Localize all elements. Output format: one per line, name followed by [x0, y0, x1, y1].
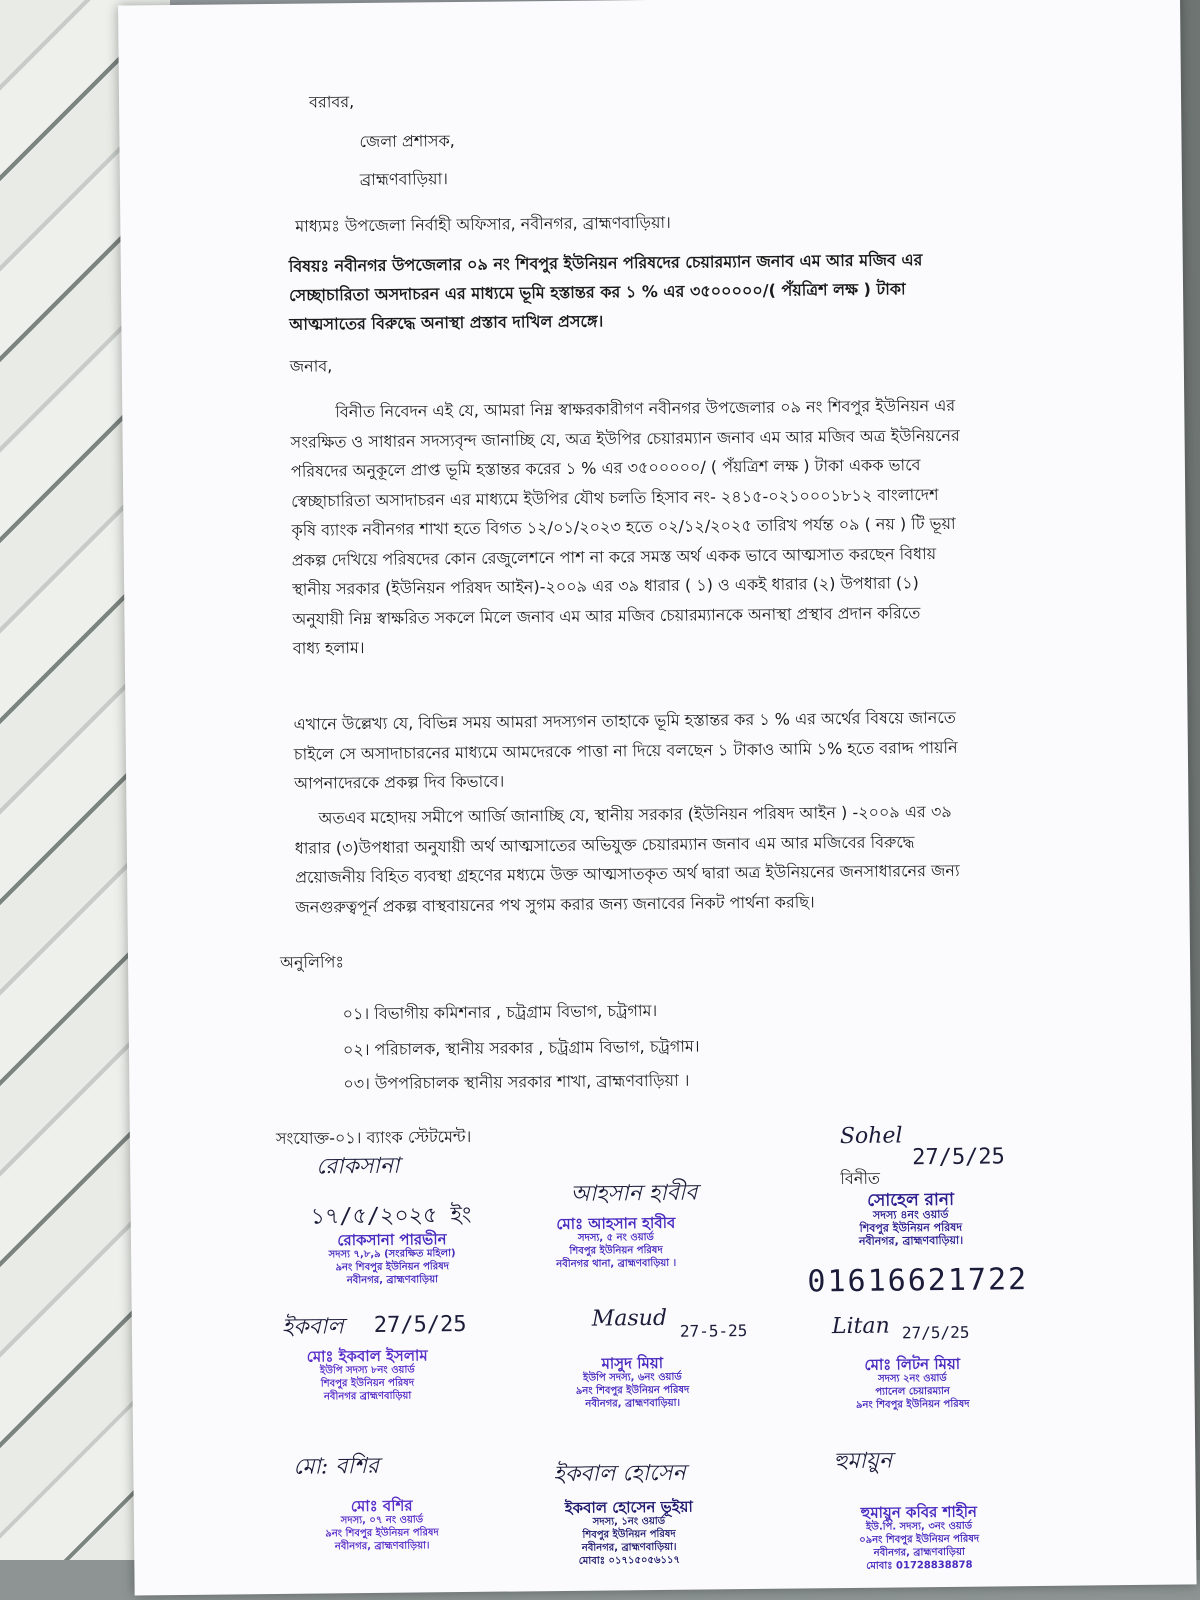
cc-item: ০২। পরিচালক, স্থানীয় সরকার , চট্রগ্রাম বিভাগ, চট্রগাম।: [342, 1036, 700, 1060]
paragraph-line: স্থানীয় সরকার (ইউনিয়ন পরিষদ আইন)-২০০৯ এর ৩৯ ধারার ( ১) ও একই ধারার (২) উপধারা (১): [292, 573, 919, 599]
recipient-place: ব্রাহ্মণবাড়িয়া।: [359, 169, 449, 190]
signature-ekbal: ইকবাল: [281, 1314, 344, 1340]
paragraph-line: আপনাদেরকে প্রকল্প দিব কিভাবে।: [294, 771, 505, 793]
paragraph-line: জনগুরুত্বপূর্ন প্রকল্প বাস্থবায়নের পথ সুগম করার জন্য জনাবের নিকট পার্থনা করছি।: [295, 891, 815, 917]
paragraph-line: অতএব মহোদয় সমীপে আর্জি জানাচ্ছি যে, স্থানীয় সরকার (ইউনিয়ন পরিষদ আইন ) -২০০৯ এর ৩৯: [318, 801, 952, 828]
paragraph-line: সংরক্ষিত ও সাধারন সদস্যবৃন্দ জানাচ্ছি যে, অত্র ইউপির চেয়ারম্যান জনাব এম আর মজিব অত্র ইউনিয়নের: [290, 425, 960, 452]
signature-masud: Masud: [591, 1305, 668, 1332]
paragraph-1: [290, 391, 962, 663]
signature-date: 27/5/25: [373, 1311, 467, 1338]
paragraph-line: কৃষি ব্যাংক নবীনগর শাখা হতে বিগত ১২/০১/২০২৩ হতে ০২/১২/২০২৫ তারিখ পর্যন্ত ০৯ ( নয় ) টি ভূয়া: [291, 513, 956, 540]
via-line: মাধ্যমঃ উপজেলা নির্বাহী অফিসার, নবীনগর, ব্রাহ্মণবাড়িয়া।: [295, 212, 671, 236]
stamp-ekbal-hossain: ইকবাল হোসেন ভূইয়া সদস্য, ১নং ওয়ার্ড শিবপুর ইউনিয়ন পরিষদ নবীনগর, ব্রাহ্মণবাড়িয়া। মোবাঃ ০১৭১৫০৫৬১১৭: [564, 1497, 693, 1567]
paragraph-line: প্রকল্প দেখিয়ে পরিষদের কোন রেজুলেশনে পাশ না করে সমস্ত অর্থ একক ভাবে আত্মসাত করছেন বিধায়: [291, 543, 937, 570]
signature-date: 27-5-25: [679, 1321, 748, 1341]
stamp-ahsan: মোঃ আহসান হাবীব সদস্য, ৫ নং ওয়ার্ড শিবপুর ইউনিয়ন পরিষদ নবীনগর থানা, ব্রাহ্মণবাড়িয়া ।: [556, 1213, 677, 1271]
paragraph-line: ধারার (৩)উপধারা অনুযায়ী অর্থ আত্মসাতের অভিযুক্ত চেয়ারম্যান জনাব এম আর মজিবের বিরুদ্ধে: [294, 831, 915, 858]
salutation-to: বরাবর,: [308, 92, 355, 112]
paragraph-line: চাইলে সে অসাদাচারনের মাধ্যমে আমদেরকে পাত্তা না দিয়ে বলছেন ১ টাকাও আমি ১% হতে বরাদ্দ পায়নি: [293, 737, 958, 764]
signature-date: ১৭/৫/২০২৫ ইং: [310, 1202, 472, 1230]
paragraph-line: অনুযায়ী নিম্ন স্বাক্ষরিত সকলে মিলে জনাব এম আর মজিব চেয়ারম্যানকে অনাস্থা প্রস্থাব প্রদান করিতে: [292, 602, 921, 629]
signature-humayun: হুমায়ুন: [833, 1448, 893, 1475]
cc-heading: অনুলিপিঃ: [279, 952, 345, 972]
signature-ahsan: আহসান হাবীব: [570, 1180, 698, 1207]
subject: [289, 245, 924, 339]
paragraph-line: এখানে উল্লেখ্য যে, বিভিন্ন সময় আমরা সদস্যগন তাহাকে ভূমি হস্তান্তর কর ১ % এর অর্থের বিষয়ে জানতে: [293, 707, 956, 734]
letter-paper: [118, 0, 1197, 1595]
greeting: জনাব,: [289, 356, 333, 376]
paragraph-2: [293, 703, 958, 798]
subject-line: সেচ্ছাচারিতা অসদাচরন এর মাধ্যমে ভূমি হস্তান্তর কর ১ % এর ৩৫০০০০০/( পঁয়ত্রিশ লক্ষ ) টাকা: [288, 279, 906, 305]
signature-litan: Litan: [831, 1313, 890, 1340]
stamp-masud: মাসুদ মিয়া ইউপি সদস্য, ৬নং ওয়ার্ড ৯নং শিবপুর ইউনিয়ন পরিষদ নবীনগর, ব্রাহ্মণবাড়িয়া।: [575, 1353, 690, 1410]
paragraph-line: পরিষদের অনুকূলে প্রাপ্ত ভূমি হস্তান্তর করের ১ % এর ৩৫০০০০০/ ( পঁয়ত্রিশ লক্ষ ) টাকা একক ভাবে: [290, 455, 921, 481]
closing: বিনীত: [840, 1168, 881, 1189]
subject-line: আত্মসাতের বিরুদ্ধে অনাস্থা প্রস্তাব দাখিল প্রসঙ্গে।: [289, 311, 604, 334]
stamp-litan: মোঃ লিটন মিয়া সদস্য ২নং ওয়ার্ড প্যানেল চেয়ারম্যান ৯নং শিবপুর ইউনিয়ন পরিষদ: [855, 1354, 970, 1411]
signature-sohel: Sohel: [839, 1123, 903, 1150]
stamp-bashir: মোঃ বশির সদস্য, ০৭ নং ওয়ার্ড ৯নং শিবপুর ইউনিয়ন পরিষদ নবীনগর, ব্রাহ্মণবাড়িয়া।: [325, 1496, 439, 1553]
cc-item: ০৩। উপপরিচালক স্থানীয় সরকার শাখা, ব্রাহ্মণবাড়িয়া ।: [343, 1070, 690, 1094]
stamp-ekbal: মোঃ ইকবাল ইসলাম ইউপি সদস্য ৮নং ওয়ার্ড শিবপুর ইউনিয়ন পরিষদ নবীনগর ব্রাহ্মণবাড়িয়া: [306, 1346, 428, 1403]
subject-line: বিষয়ঃ নবীনগর উপজেলার ০৯ নং শিবপুর ইউনিয়ন পরিষদের চেয়ারম্যান জনাব এম আর মজিব এর: [288, 250, 923, 276]
signature-date: 27/5/25: [901, 1322, 970, 1343]
signature-roksana: রোকসানা: [316, 1153, 400, 1180]
signature-bashir: মো: বশির: [293, 1453, 380, 1480]
recipient-title: জেলা প্রশাসক,: [359, 131, 455, 152]
paragraph-line: স্বেচ্ছাচারিতা অসাদাচরন এর মাধ্যমে ইউপির যৌথ চলতি হিসাব নং- ২৪১৫-০২১০০০১৮১২ বাংলাদেশ: [291, 484, 939, 511]
paragraph-line: প্রয়োজনীয় বিহিত ব্যবস্থা গ্রহণের মধ্যমে উক্ত আত্মসাতকৃত অর্থ দ্বারা অত্র ইউনিয়নের জনসাধারনের জন্য: [295, 860, 960, 887]
stamp-humayun: হুমায়ুন কবির শাহীন ইউ.পি. সদস্য, ৩নং ওয়ার্ড ০৯নং শিবপুর ইউনিয়ন পরিষদ নবীনগর, ব্রাহ্মণবাড়িয়া মোবাঃ 01728838878: [859, 1502, 980, 1572]
stamp-sohel: সোহেল রানা সদস্য ৪নং ওয়ার্ড শিবপুর ইউনিয়ন পরিষদ নবীনগর, ব্রাহ্মণবাড়িয়া।: [858, 1189, 964, 1248]
cc-item: ০১। বিভাগীয় কমিশনার , চট্রগ্রাম বিভাগ, চট্রগাম।: [342, 1000, 658, 1024]
paragraph-line: বিনীত নিবেদন এই যে, আমরা নিম্ন স্বাক্ষরকারীগণ নবীনগর উপজেলার ০৯ নং শিবপুর ইউনিয়ন এর: [335, 395, 956, 422]
attachment-note: সংযোক্ত-০১। ব্যাংক স্টেটমেন্ট।: [275, 1126, 472, 1148]
signature-ekbal-hossain: ইকবাল হোসেন: [553, 1460, 686, 1488]
stamp-roksana: রোকসানা পারভীন সদস্য ৭,৮,৯ (সংরক্ষিত মহিলা) ৯নং শিবপুর ইউনিয়ন পরিষদ নবীনগর, ব্রাহ্মণবাড়িয়া: [328, 1230, 456, 1287]
paragraph-line: বাধ্য হলাম।: [292, 638, 365, 658]
paragraph-3: [294, 797, 960, 922]
phone-sohel: 01616621722: [807, 1262, 1029, 1300]
signature-date: 27/5/25: [912, 1144, 1005, 1171]
